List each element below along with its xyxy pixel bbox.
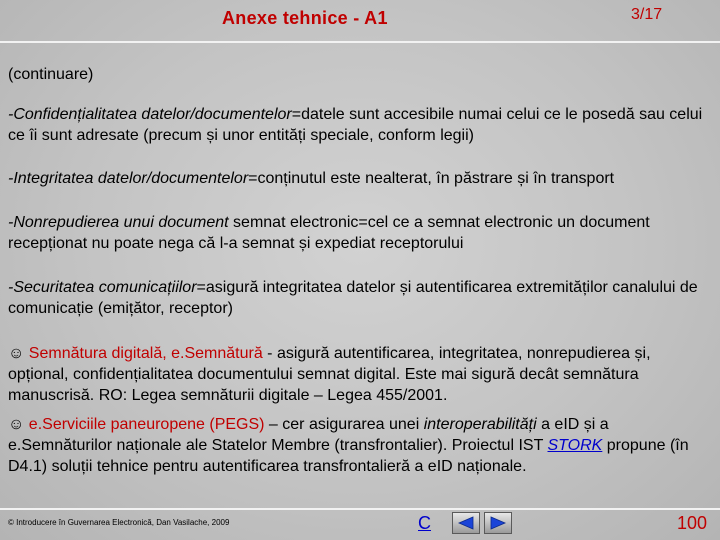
- top-divider: [0, 41, 720, 43]
- text-digital-signature: - asigură autentificarea, integritatea, nonrepudierea și, opțional, confidențialitatea documentului semnat digital. Este mai sigură decât semnătura manuscrisă. RO: Legea semnăturii digitale – Legea 455/2001.: [8, 345, 651, 404]
- text-integrity: =conținutul este nealterat, în păstrare și în transport: [248, 170, 615, 187]
- text-nonrepudiation: semnat electronic=cel ce a semnat electronic un document recepționat nu poate nega că l-a semnat și expediat receptorului: [8, 214, 650, 252]
- arrow-left-icon: [457, 516, 475, 530]
- term-integrity: -Integritatea datelor/documentelor: [8, 170, 249, 187]
- paragraph-digital-signature: [8, 343, 714, 406]
- paragraph-nonrepudiation: [8, 212, 714, 254]
- term-security: -Securitatea comunicațiilor: [8, 279, 197, 296]
- stork-link[interactable]: STORK: [547, 437, 603, 454]
- nav-contents-link[interactable]: C: [418, 513, 431, 533]
- text-security: =asigură integritatea datelor și autentificarea extremităților canalului de comunicație (emițător, receptor): [8, 279, 698, 317]
- bottom-divider: [0, 508, 720, 510]
- next-slide-button[interactable]: [484, 512, 512, 534]
- highlight-pegs: e.Serviciile paneuropene (PEGS): [28, 416, 265, 433]
- text-pegs-part3: propune (în D4.1) soluții tehnice pentru autentificarea transfrontalieră a eID naționale.: [8, 437, 689, 475]
- text-pegs-part2: a eID și a e.Semnăturilor naționale ale Statelor Membre (transfrontalier). Proiectul IST: [8, 416, 609, 454]
- term-interoperability: interoperabilități: [423, 416, 537, 433]
- text-confidentiality: =datele sunt accesibile numai celui ce le posedă sau celui ce îi sunt adresate (precum și unor entități speciale, conform legii): [8, 106, 703, 144]
- term-nonrepudiation: -Nonrepudierea unui document: [8, 214, 229, 231]
- highlight-digital-signature: Semnătura digitală, e.Semnătură: [28, 345, 263, 362]
- smiley-bullet-icon: ☺: [8, 416, 25, 433]
- slide-title: Anexe tehnice - A1: [222, 8, 388, 28]
- arrow-right-icon: [489, 516, 507, 530]
- term-confidentiality: -Confidențialitatea datelor/documentelor: [8, 106, 292, 123]
- prev-slide-button[interactable]: [452, 512, 480, 534]
- text-pegs-part1: – cer asigurarea unei: [264, 416, 424, 433]
- paragraph-integrity: [8, 168, 714, 189]
- continuation-label: (continuare): [8, 66, 94, 83]
- footer-credit: © Introducere în Guvernarea Electronică, Dan Vasilache, 2009: [8, 518, 230, 527]
- page-number: 3/17: [631, 6, 663, 23]
- paragraph-confidentiality: [8, 104, 714, 146]
- smiley-bullet-icon: ☺: [8, 345, 25, 362]
- paragraph-security: [8, 277, 714, 319]
- paragraph-pegs: [8, 414, 714, 477]
- slide-number: 100: [677, 513, 708, 533]
